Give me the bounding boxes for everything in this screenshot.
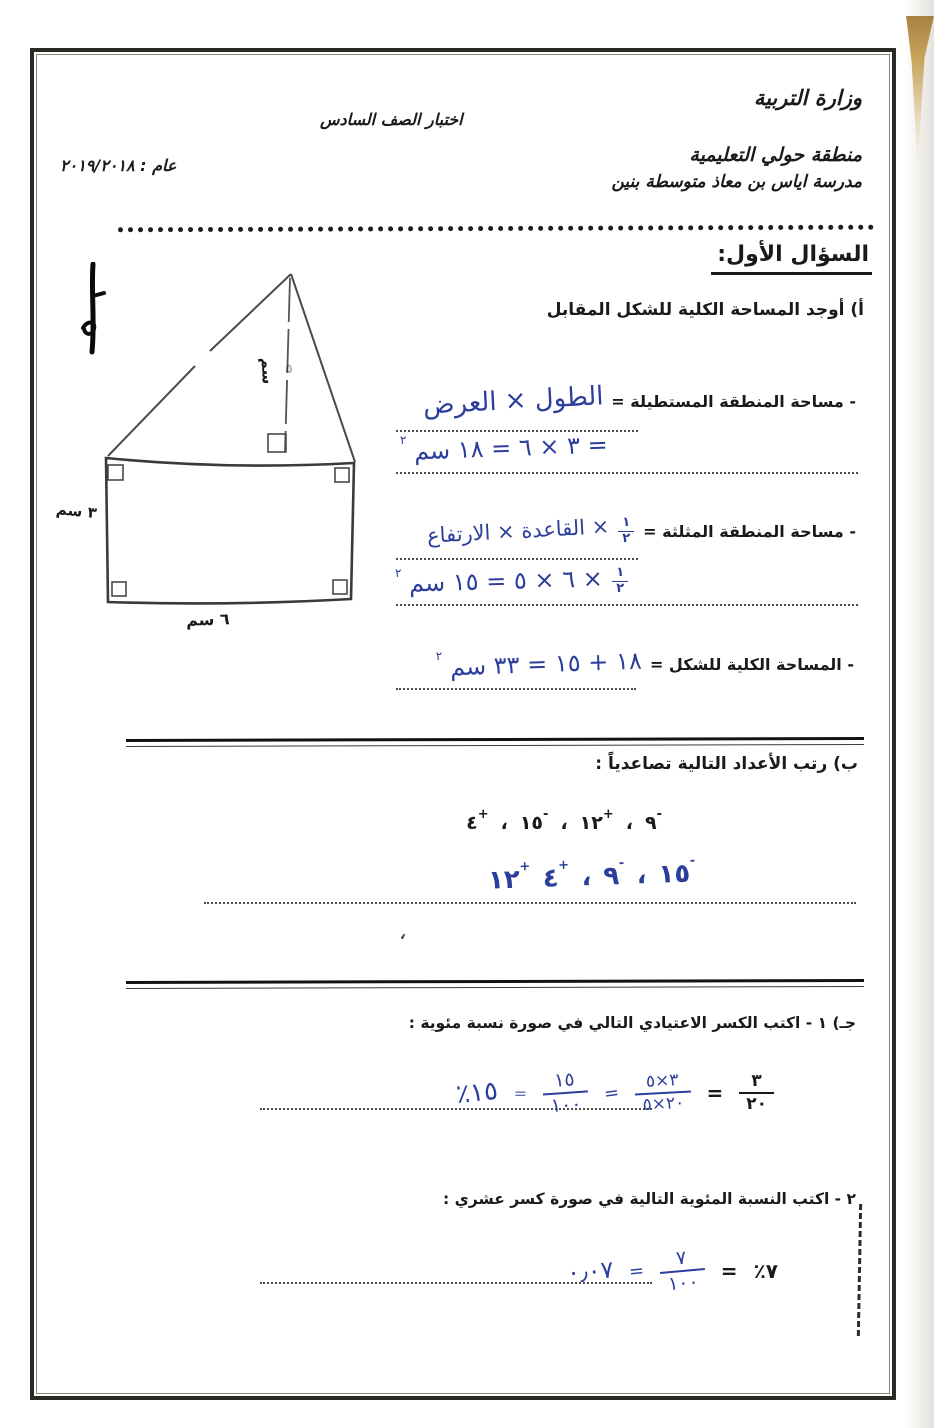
tri-area-label: - مساحة المنطقة المثلثة = bbox=[643, 521, 856, 541]
half-fraction bbox=[617, 516, 635, 547]
fraction-numerator: ٧ bbox=[675, 1246, 688, 1270]
right-angle-mark-height bbox=[268, 434, 286, 452]
signed-number bbox=[519, 807, 549, 834]
comma: ، bbox=[581, 862, 593, 893]
number-sign: + bbox=[602, 807, 614, 822]
tri-area-unit-sup: ٢ bbox=[395, 566, 402, 581]
number-sign: - bbox=[543, 807, 549, 822]
comma: ، bbox=[500, 812, 508, 834]
answer-dotted-line bbox=[396, 472, 858, 474]
total-area-calc-handwritten: ١٨ + ١٥ = ٣٣ سم bbox=[449, 646, 643, 682]
rect-area-row bbox=[422, 381, 856, 421]
decimal-fraction-handwritten bbox=[658, 1246, 707, 1296]
district-line: منطقة حولي التعليمية bbox=[689, 144, 862, 166]
equals-sign-handwritten: = bbox=[513, 1083, 528, 1103]
figure-side-label: ٣ سم bbox=[55, 499, 98, 523]
given-percent bbox=[754, 1259, 778, 1283]
comma: ، bbox=[636, 860, 648, 891]
number-sign: + bbox=[519, 859, 531, 875]
number-value: ٩ bbox=[644, 812, 657, 834]
signed-number bbox=[658, 853, 696, 890]
comma: ، bbox=[625, 812, 633, 834]
tri-area-calc-handwritten: × ٦ × ٥ = ١٥ سم bbox=[409, 564, 604, 598]
total-area-unit-sup: ٢ bbox=[435, 649, 443, 663]
signed-number bbox=[487, 859, 532, 896]
year-line: عام : ٢٠١٩/٢٠١٨ bbox=[60, 156, 177, 175]
number-value: ١٥ bbox=[658, 858, 692, 890]
equals-sign: = bbox=[720, 1259, 738, 1284]
number-value: ٤ bbox=[466, 812, 478, 834]
fraction-numerator: ١٥ bbox=[553, 1068, 576, 1092]
rectangle-shape bbox=[106, 458, 354, 603]
fraction-denominator: ٢٠×٥ bbox=[635, 1090, 692, 1115]
tri-area-row bbox=[427, 516, 856, 547]
part-c1-equation bbox=[456, 1070, 774, 1117]
part-b-numbers bbox=[466, 807, 662, 834]
right-angle-mark bbox=[335, 468, 349, 482]
signed-number bbox=[579, 807, 614, 834]
percent-value: ٧ bbox=[765, 1259, 778, 1284]
signed-number bbox=[466, 807, 489, 834]
number-sign: + bbox=[558, 857, 570, 874]
fraction-denominator: ٢٠ bbox=[739, 1092, 774, 1115]
part-c2-equation bbox=[567, 1248, 778, 1295]
step1-fraction-handwritten bbox=[634, 1071, 692, 1116]
number-value: ١٥ bbox=[519, 812, 544, 834]
scan-edge-shadow bbox=[904, 0, 934, 1428]
figure-height-unit-label: سم bbox=[257, 357, 277, 385]
part-c1-prompt: جـ) ١ - اكتب الكسر الاعتيادي التالي في صورة نسبة مئوية : bbox=[408, 1014, 856, 1032]
school-line: مدرسة اياس بن معاذ متوسطة بنين bbox=[611, 172, 862, 192]
exam-title: اختبار الصف السادس bbox=[320, 110, 463, 129]
rect-area-label: - مساحة المنطقة المستطيلة = bbox=[611, 391, 856, 411]
number-value: ١٢ bbox=[487, 864, 521, 896]
percent-sign: ٪ bbox=[454, 1079, 472, 1111]
number-sign: - bbox=[656, 807, 662, 822]
equals-sign: = bbox=[706, 1081, 724, 1106]
tri-area-calc-row bbox=[395, 566, 629, 597]
step2-fraction-handwritten bbox=[542, 1069, 590, 1119]
part-c2-prompt: ٢ - اكتب النسبة المئوية التالية في صورة كسر عشري : bbox=[443, 1190, 856, 1208]
percent-result-handwritten bbox=[454, 1076, 499, 1110]
fraction-numerator: ٣×٥ bbox=[645, 1070, 679, 1093]
half-numerator: ١ bbox=[616, 565, 625, 580]
equals-sign-handwritten: = bbox=[602, 1081, 621, 1105]
half-denominator: ٢ bbox=[612, 581, 628, 597]
answer-dotted-line bbox=[396, 688, 636, 690]
number-sign: - bbox=[618, 855, 625, 872]
signed-number bbox=[603, 855, 625, 892]
answer-dotted-line bbox=[396, 558, 638, 560]
number-value: ٤ bbox=[542, 863, 560, 894]
part-a-prompt: أ) أوجد المساحة الكلية للشكل المقابل bbox=[546, 300, 864, 320]
result-value: ١٥ bbox=[468, 1076, 500, 1109]
total-area-row bbox=[435, 646, 854, 682]
figure-height-digit: ٥ bbox=[285, 362, 293, 377]
rect-area-calc-handwritten: = ٣ × ٦ = ١٨ سم bbox=[414, 430, 609, 466]
question1-heading: السؤال الأول: bbox=[711, 242, 872, 275]
equals-sign-handwritten: = bbox=[628, 1260, 646, 1283]
decimal-result-handwritten: ٠٫٠٧ bbox=[565, 1255, 614, 1287]
margin-scribble bbox=[78, 262, 118, 358]
right-angle-mark bbox=[112, 582, 126, 596]
stray-comma-mark: ، bbox=[397, 919, 410, 946]
number-value: ٩ bbox=[603, 861, 621, 892]
rect-area-calc-row bbox=[400, 430, 609, 466]
answer-dotted-line bbox=[204, 902, 856, 904]
total-area-label: - المساحة الكلية للشكل = bbox=[649, 654, 854, 674]
part-b-prompt: ب) رتب الأعداد التالية تصاعدياً : bbox=[595, 754, 858, 774]
right-angle-mark bbox=[333, 580, 347, 594]
half-numerator: ١ bbox=[622, 515, 631, 530]
fraction-denominator: ١٠٠ bbox=[660, 1268, 707, 1297]
signed-number bbox=[542, 857, 571, 894]
percent-sign: ٪ bbox=[753, 1259, 766, 1284]
given-fraction bbox=[739, 1072, 774, 1114]
number-sign: + bbox=[477, 807, 489, 822]
signed-number bbox=[644, 807, 662, 834]
figure-base-label: ٦ سم bbox=[185, 609, 230, 630]
number-sign: - bbox=[689, 853, 696, 869]
half-denominator: ٢ bbox=[618, 531, 634, 547]
fraction-denominator: ١٠٠ bbox=[543, 1090, 589, 1118]
right-angle-mark bbox=[108, 465, 123, 480]
rect-area-formula-handwritten: الطول × العرض bbox=[422, 381, 604, 421]
half-fraction bbox=[611, 566, 629, 597]
triangle-right-edge bbox=[291, 274, 355, 462]
tri-area-formula-handwritten: × القاعدة × الارتفاع bbox=[426, 514, 610, 549]
answer-dotted-line bbox=[396, 604, 858, 606]
fraction-numerator: ٣ bbox=[751, 1071, 762, 1092]
comma: ، bbox=[560, 812, 568, 834]
rect-area-unit-sup: ٢ bbox=[400, 433, 407, 447]
number-value: ١٢ bbox=[579, 812, 603, 834]
ministry-title: وزارة التربية bbox=[753, 86, 862, 110]
